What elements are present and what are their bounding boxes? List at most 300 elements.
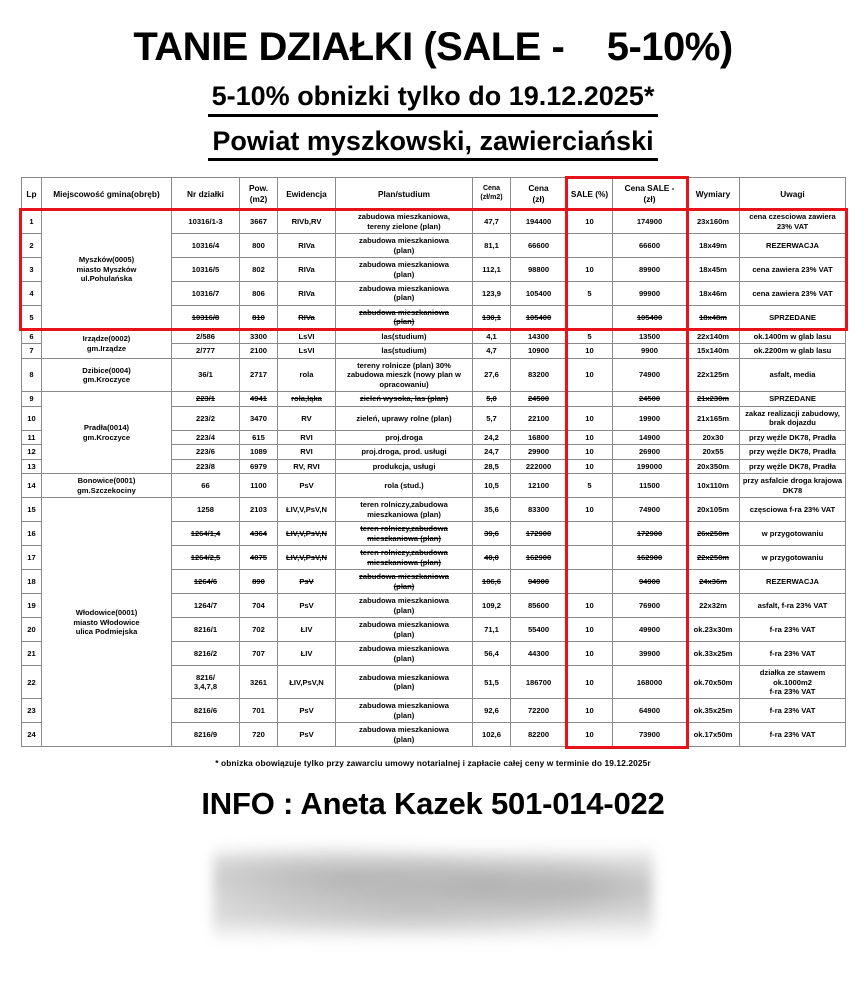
- col-header-area-line1: Pow.: [248, 183, 269, 194]
- cell-price: 194400: [511, 210, 567, 234]
- cell-area: 720: [240, 723, 278, 747]
- cell-dimensions: ok.70x50m: [687, 666, 740, 699]
- cell-dimensions: 22x125m: [687, 358, 740, 391]
- cell-price-per-m2: 112,1: [473, 258, 511, 282]
- cell-plan: tereny rolnicze (plan) 30% zabudowa mieszk (nowy plan w opracowaniu): [336, 358, 473, 391]
- cell-registry: LsVI: [278, 329, 336, 343]
- cell-lp: 6: [22, 329, 42, 343]
- cell-plan: produkcja, usługi: [336, 459, 473, 473]
- cell-area: 806: [240, 282, 278, 306]
- cell-dimensions: ok.35x25m: [687, 699, 740, 723]
- cell-plan: zabudowa mieszkaniowa (plan): [336, 618, 473, 642]
- subtitle-region: [0, 127, 866, 162]
- cell-registry: ŁIV,PsV,N: [278, 666, 336, 699]
- cell-notes: przy węźle DK78, Pradła: [740, 445, 846, 459]
- col-header-sale-percent: SALE (%): [567, 178, 613, 210]
- cell-plot-number: 10316/8: [172, 305, 240, 329]
- cell-sale-percent: 10: [567, 618, 613, 642]
- cell-sale-percent: [567, 546, 613, 570]
- cell-area: 1100: [240, 474, 278, 498]
- cell-lp: 21: [22, 642, 42, 666]
- cell-notes: asfalt, f-ra 23% VAT: [740, 594, 846, 618]
- cell-price-per-m2: 10,5: [473, 474, 511, 498]
- cell-registry: PsV: [278, 474, 336, 498]
- cell-price-per-m2: 51,5: [473, 666, 511, 699]
- cell-sale-percent: [567, 305, 613, 329]
- cell-notes: zakaz realizacji zabudowy, brak dojazdu: [740, 406, 846, 430]
- cell-area: 3470: [240, 406, 278, 430]
- cell-plan: zieleń wysoka, las (plan): [336, 392, 473, 406]
- cell-notes: f-ra 23% VAT: [740, 699, 846, 723]
- cell-dimensions: 20x350m: [687, 459, 740, 473]
- cell-sale-percent: [567, 392, 613, 406]
- cell-area: 704: [240, 594, 278, 618]
- cell-price: 16800: [511, 430, 567, 444]
- cell-price: 12100: [511, 474, 567, 498]
- cell-price: 72200: [511, 699, 567, 723]
- table-row: [22, 474, 846, 498]
- cell-plot-number: 8216/9: [172, 723, 240, 747]
- cell-area: 701: [240, 699, 278, 723]
- cell-notes: cena zawiera 23% VAT: [740, 282, 846, 306]
- cell-area: 2717: [240, 358, 278, 391]
- cell-sale-price: 162900: [613, 546, 687, 570]
- cell-lp: 15: [22, 498, 42, 522]
- cell-sale-percent: 10: [567, 406, 613, 430]
- col-header-sale-price: [613, 178, 687, 210]
- table-row: [22, 358, 846, 391]
- cell-lp: 23: [22, 699, 42, 723]
- cell-lp: 5: [22, 305, 42, 329]
- cell-sale-price: 99900: [613, 282, 687, 306]
- cell-notes: częsciowa f-ra 23% VAT: [740, 498, 846, 522]
- cell-plot-number: 223/6: [172, 445, 240, 459]
- cell-sale-price: 49900: [613, 618, 687, 642]
- cell-area: 6979: [240, 459, 278, 473]
- cell-sale-percent: [567, 234, 613, 258]
- cell-area: 615: [240, 430, 278, 444]
- cell-area: 3667: [240, 210, 278, 234]
- cell-sale-price: 168000: [613, 666, 687, 699]
- cell-price-per-m2: 56,4: [473, 642, 511, 666]
- table-row: [22, 329, 846, 343]
- cell-sale-percent: 10: [567, 445, 613, 459]
- cell-plan: teren rolniczy,zabudowa mieszkaniowa (plan): [336, 522, 473, 546]
- cell-plan: zabudowa mieszkaniowa (plan): [336, 258, 473, 282]
- cell-price-per-m2: 123,9: [473, 282, 511, 306]
- cell-registry: RVI: [278, 445, 336, 459]
- cell-sale-percent: 10: [567, 723, 613, 747]
- cell-plot-number: 8216/ 3,4,7,8: [172, 666, 240, 699]
- cell-plot-number: 1264/1,4: [172, 522, 240, 546]
- cell-sale-percent: 10: [567, 210, 613, 234]
- cell-location: Włodowice(0001) miasto Włodowice ulica Podmiejska: [42, 498, 172, 747]
- cell-price-per-m2: 40,0: [473, 546, 511, 570]
- cell-registry: PsV: [278, 699, 336, 723]
- cell-dimensions: 22x250m: [687, 546, 740, 570]
- cell-dimensions: 22x140m: [687, 329, 740, 343]
- cell-price-per-m2: 5,0: [473, 392, 511, 406]
- cell-area: 4364: [240, 522, 278, 546]
- cell-plan: zabudowa mieszkaniowa (plan): [336, 666, 473, 699]
- cell-dimensions: 23x160m: [687, 210, 740, 234]
- cell-sale-price: 74900: [613, 358, 687, 391]
- cell-registry: ŁIV,V,PsV,N: [278, 546, 336, 570]
- cell-plot-number: 36/1: [172, 358, 240, 391]
- cell-sale-percent: [567, 570, 613, 594]
- cell-registry: LsVI: [278, 344, 336, 358]
- cell-price-per-m2: 4,7: [473, 344, 511, 358]
- cell-plan: rola (stud.): [336, 474, 473, 498]
- table-body: [22, 210, 846, 747]
- cell-notes: w przygotowaniu: [740, 522, 846, 546]
- cell-registry: rola,łąka: [278, 392, 336, 406]
- col-header-price: [511, 178, 567, 210]
- cell-notes: f-ra 23% VAT: [740, 642, 846, 666]
- cell-location: Irządze(0002) gm.Irządze: [42, 329, 172, 358]
- cell-lp: 3: [22, 258, 42, 282]
- cell-area: 4941: [240, 392, 278, 406]
- col-header-area-line2: (m2): [249, 193, 268, 204]
- cell-dimensions: 24x36m: [687, 570, 740, 594]
- cell-lp: 22: [22, 666, 42, 699]
- cell-price-per-m2: 92,6: [473, 699, 511, 723]
- cell-sale-price: 89900: [613, 258, 687, 282]
- cell-area: 3300: [240, 329, 278, 343]
- cell-notes: przy węźle DK78, Pradła: [740, 459, 846, 473]
- cell-price: 172900: [511, 522, 567, 546]
- cell-notes: f-ra 23% VAT: [740, 618, 846, 642]
- col-header-registry: Ewidencja: [278, 178, 336, 210]
- table-header: [22, 178, 846, 210]
- cell-dimensions: 20x55: [687, 445, 740, 459]
- cell-registry: PsV: [278, 570, 336, 594]
- cell-plot-number: 2/586: [172, 329, 240, 343]
- table-row: [22, 498, 846, 522]
- cell-sale-price: 94900: [613, 570, 687, 594]
- cell-lp: 17: [22, 546, 42, 570]
- cell-lp: 20: [22, 618, 42, 642]
- cell-area: 3261: [240, 666, 278, 699]
- col-header-dimensions: Wymiary: [687, 178, 740, 210]
- cell-dimensions: ok.33x25m: [687, 642, 740, 666]
- col-header-sale-price-line1: Cena SALE -: [624, 183, 675, 194]
- cell-registry: RIVa: [278, 305, 336, 329]
- cell-sale-price: 76900: [613, 594, 687, 618]
- cell-sale-percent: [567, 522, 613, 546]
- cell-notes: przy węźle DK78, Pradła: [740, 430, 846, 444]
- cell-price: 85600: [511, 594, 567, 618]
- cell-lp: 7: [22, 344, 42, 358]
- cell-sale-price: 105400: [613, 305, 687, 329]
- cell-sale-price: 13500: [613, 329, 687, 343]
- cell-sale-percent: 10: [567, 666, 613, 699]
- cell-notes: cena czesciowa zawiera 23% VAT: [740, 210, 846, 234]
- cell-area: 800: [240, 234, 278, 258]
- col-header-sale-price-line2: (zł): [643, 193, 656, 204]
- cell-notes: f-ra 23% VAT: [740, 723, 846, 747]
- cell-price: 29900: [511, 445, 567, 459]
- col-header-lp: Lp: [22, 178, 42, 210]
- cell-price-per-m2: 71,1: [473, 618, 511, 642]
- cell-sale-price: 199000: [613, 459, 687, 473]
- cell-notes: SPRZEDANE: [740, 392, 846, 406]
- cell-notes: SPRZEDANE: [740, 305, 846, 329]
- cell-plot-number: 8216/6: [172, 699, 240, 723]
- cell-registry: RV, RVI: [278, 459, 336, 473]
- cell-plot-number: 8216/2: [172, 642, 240, 666]
- cell-area: 1089: [240, 445, 278, 459]
- cell-lp: 16: [22, 522, 42, 546]
- cell-price-per-m2: 81,1: [473, 234, 511, 258]
- cell-sale-percent: 10: [567, 498, 613, 522]
- subtitle-region-text: Powiat myszkowski, zawierciański: [208, 127, 657, 162]
- cell-price: 44300: [511, 642, 567, 666]
- cell-sale-percent: 10: [567, 430, 613, 444]
- col-header-price-line2: (zł): [532, 193, 545, 204]
- cell-dimensions: 26x250m: [687, 522, 740, 546]
- cell-registry: RIVa: [278, 234, 336, 258]
- cell-sale-price: 19900: [613, 406, 687, 430]
- cell-price-per-m2: 102,6: [473, 723, 511, 747]
- cell-location: Pradła(0014) gm.Kroczyce: [42, 392, 172, 474]
- cell-price: 82200: [511, 723, 567, 747]
- col-header-notes: Uwagi: [740, 178, 846, 210]
- cell-price: 66600: [511, 234, 567, 258]
- cell-dimensions: 18x46m: [687, 282, 740, 306]
- cell-sale-price: 74900: [613, 498, 687, 522]
- cell-sale-price: 66600: [613, 234, 687, 258]
- cell-plan: teren rolniczy,zabudowa mieszkaniowa (plan): [336, 546, 473, 570]
- cell-dimensions: 21x230m: [687, 392, 740, 406]
- cell-sale-price: 39900: [613, 642, 687, 666]
- cell-price: 162900: [511, 546, 567, 570]
- cell-plot-number: 1258: [172, 498, 240, 522]
- col-header-price-per-m2-line2: (zł/m2): [480, 193, 503, 201]
- cell-plan: zabudowa mieszkaniowa (plan): [336, 282, 473, 306]
- cell-price: 22100: [511, 406, 567, 430]
- cell-area: 890: [240, 570, 278, 594]
- cell-price: 94900: [511, 570, 567, 594]
- cell-plot-number: 1264/7: [172, 594, 240, 618]
- cell-dimensions: 20x30: [687, 430, 740, 444]
- cell-plot-number: 1264/6: [172, 570, 240, 594]
- cell-location: Myszków(0005) miasto Myszków ul.Pohulańska: [42, 210, 172, 330]
- cell-sale-percent: 10: [567, 358, 613, 391]
- cell-sale-percent: 10: [567, 344, 613, 358]
- table-header-row: [22, 178, 846, 210]
- cell-lp: 24: [22, 723, 42, 747]
- cell-area: 702: [240, 618, 278, 642]
- cell-registry: RIVa: [278, 258, 336, 282]
- cell-sale-percent: 10: [567, 459, 613, 473]
- cell-area: 4075: [240, 546, 278, 570]
- cell-sale-price: 11500: [613, 474, 687, 498]
- cell-registry: PsV: [278, 594, 336, 618]
- cell-lp: 1: [22, 210, 42, 234]
- cell-area: 802: [240, 258, 278, 282]
- subtitle-discount-period: [0, 82, 866, 117]
- cell-plan: zieleń, uprawy rolne (plan): [336, 406, 473, 430]
- cell-plot-number: 223/8: [172, 459, 240, 473]
- cell-plot-number: 66: [172, 474, 240, 498]
- cell-plan: zabudowa mieszkaniowa (plan): [336, 594, 473, 618]
- table-row: [22, 392, 846, 406]
- footnote: * obnizka obowiązuje tylko przy zawarciu umowy notarialnej i zapłacie całej ceny w terminie do 19.12.2025r: [215, 758, 651, 769]
- cell-price: 222000: [511, 459, 567, 473]
- cell-notes: przy asfalcie droga krajowa DK78: [740, 474, 846, 498]
- col-header-area: [240, 178, 278, 210]
- cell-plan: proj.droga: [336, 430, 473, 444]
- cell-lp: 19: [22, 594, 42, 618]
- cell-lp: 14: [22, 474, 42, 498]
- cell-registry: ŁIV: [278, 642, 336, 666]
- cell-sale-price: 64900: [613, 699, 687, 723]
- cell-price-per-m2: 35,6: [473, 498, 511, 522]
- cell-notes: cena zawiera 23% VAT: [740, 258, 846, 282]
- cell-plan: las(studium): [336, 329, 473, 343]
- col-header-price-per-m2-line1: Cena: [482, 184, 501, 192]
- cell-dimensions: 22x32m: [687, 594, 740, 618]
- cell-plan: zabudowa mieszkaniowa (plan): [336, 642, 473, 666]
- cell-sale-price: 14900: [613, 430, 687, 444]
- cell-price: 83200: [511, 358, 567, 391]
- table-row: [22, 210, 846, 234]
- cell-plan: zabudowa mieszkaniowa, tereny zielone (plan): [336, 210, 473, 234]
- cell-registry: PsV: [278, 723, 336, 747]
- cell-notes: ok.2200m w glab lasu: [740, 344, 846, 358]
- cell-price: 105400: [511, 282, 567, 306]
- cell-notes: w przygotowaniu: [740, 546, 846, 570]
- cell-registry: RIVa: [278, 282, 336, 306]
- cell-plot-number: 10316/5: [172, 258, 240, 282]
- cell-sale-price: 24500: [613, 392, 687, 406]
- cell-dimensions: 15x140m: [687, 344, 740, 358]
- cell-lp: 8: [22, 358, 42, 391]
- cell-sale-percent: 10: [567, 642, 613, 666]
- cell-price-per-m2: 27,6: [473, 358, 511, 391]
- subtitle-discount-period-text: 5-10% obnizki tylko do 19.12.2025*: [208, 82, 659, 117]
- cell-price-per-m2: 28,5: [473, 459, 511, 473]
- cell-registry: ŁIV: [278, 618, 336, 642]
- cell-area: 707: [240, 642, 278, 666]
- cell-plan: las(studium): [336, 344, 473, 358]
- cell-lp: 12: [22, 445, 42, 459]
- cell-plot-number: 223/1: [172, 392, 240, 406]
- cell-dimensions: 18x49m: [687, 234, 740, 258]
- cell-dimensions: 18x45m: [687, 258, 740, 282]
- col-header-plot-number: Nr działki: [172, 178, 240, 210]
- cell-lp: 13: [22, 459, 42, 473]
- cell-plan: teren rolniczy,zabudowa mieszkaniowa (plan): [336, 498, 473, 522]
- cell-price-per-m2: 106,6: [473, 570, 511, 594]
- cell-notes: asfalt, media: [740, 358, 846, 391]
- cell-lp: 4: [22, 282, 42, 306]
- cell-plan: zabudowa mieszkaniowa (plan): [336, 305, 473, 329]
- cell-price: 14300: [511, 329, 567, 343]
- page-title: TANIE DZIAŁKI (SALE - 5-10%): [133, 25, 733, 69]
- cell-area: 2100: [240, 344, 278, 358]
- cell-sale-percent: 10: [567, 699, 613, 723]
- cell-plot-number: 10316/1-3: [172, 210, 240, 234]
- col-header-plan: Plan/studium: [336, 178, 473, 210]
- cell-sale-price: 174900: [613, 210, 687, 234]
- cell-price: 83300: [511, 498, 567, 522]
- cell-plan: zabudowa mieszkaniowa (plan): [336, 699, 473, 723]
- cell-lp: 10: [22, 406, 42, 430]
- cell-plan: zabudowa mieszkaniowa (plan): [336, 234, 473, 258]
- col-header-price-line1: Cena: [528, 183, 549, 194]
- cell-location: Dzibice(0004) gm.Kroczyce: [42, 358, 172, 391]
- cell-dimensions: 10x110m: [687, 474, 740, 498]
- cell-dimensions: 18x48m: [687, 305, 740, 329]
- cell-registry: ŁIV,V,PsV,N: [278, 498, 336, 522]
- cell-price: 55400: [511, 618, 567, 642]
- contact-info: INFO : Aneta Kazek 501-014-022: [201, 786, 665, 822]
- cell-registry: RVI: [278, 430, 336, 444]
- cell-plot-number: 223/2: [172, 406, 240, 430]
- cell-dimensions: 21x165m: [687, 406, 740, 430]
- cell-area: 2103: [240, 498, 278, 522]
- cell-plot-number: 2/777: [172, 344, 240, 358]
- cell-dimensions: 20x105m: [687, 498, 740, 522]
- cell-plot-number: 10316/4: [172, 234, 240, 258]
- cell-notes: działka ze stawem ok.1000m2 f-ra 23% VAT: [740, 666, 846, 699]
- listing-table-wrap: [21, 177, 845, 747]
- cell-sale-percent: 5: [567, 474, 613, 498]
- cell-plan: proj.droga, prod. usługi: [336, 445, 473, 459]
- cell-sale-price: 73900: [613, 723, 687, 747]
- cell-area: 810: [240, 305, 278, 329]
- cell-price-per-m2: 39,6: [473, 522, 511, 546]
- blurred-footer-block: [213, 844, 653, 944]
- cell-registry: ŁIV,V,PsV,N: [278, 522, 336, 546]
- cell-price-per-m2: 4,1: [473, 329, 511, 343]
- cell-sale-price: 26900: [613, 445, 687, 459]
- cell-lp: 9: [22, 392, 42, 406]
- cell-sale-percent: 10: [567, 258, 613, 282]
- cell-price: 186700: [511, 666, 567, 699]
- cell-sale-price: 172900: [613, 522, 687, 546]
- cell-plot-number: 223/4: [172, 430, 240, 444]
- cell-price: 10900: [511, 344, 567, 358]
- cell-lp: 2: [22, 234, 42, 258]
- cell-lp: 18: [22, 570, 42, 594]
- cell-plan: zabudowa mieszkaniowa (plan): [336, 723, 473, 747]
- cell-sale-price: 9900: [613, 344, 687, 358]
- cell-price: 24500: [511, 392, 567, 406]
- cell-price-per-m2: 109,2: [473, 594, 511, 618]
- listings-table: [21, 177, 846, 747]
- cell-price: 105400: [511, 305, 567, 329]
- cell-lp: 11: [22, 430, 42, 444]
- cell-price: 98800: [511, 258, 567, 282]
- cell-registry: RV: [278, 406, 336, 430]
- cell-plot-number: 1264/2,5: [172, 546, 240, 570]
- cell-notes: REZERWACJA: [740, 570, 846, 594]
- cell-sale-percent: 10: [567, 594, 613, 618]
- cell-plot-number: 8216/1: [172, 618, 240, 642]
- cell-location: Bonowice(0001) gm.Szczekociny: [42, 474, 172, 498]
- cell-dimensions: ok.23x30m: [687, 618, 740, 642]
- cell-sale-percent: 5: [567, 282, 613, 306]
- col-header-location: Miejscowość gmina(obręb): [42, 178, 172, 210]
- cell-price-per-m2: 5,7: [473, 406, 511, 430]
- cell-dimensions: ok.17x50m: [687, 723, 740, 747]
- cell-price-per-m2: 47,7: [473, 210, 511, 234]
- cell-registry: RIVb,RV: [278, 210, 336, 234]
- cell-price-per-m2: 130,1: [473, 305, 511, 329]
